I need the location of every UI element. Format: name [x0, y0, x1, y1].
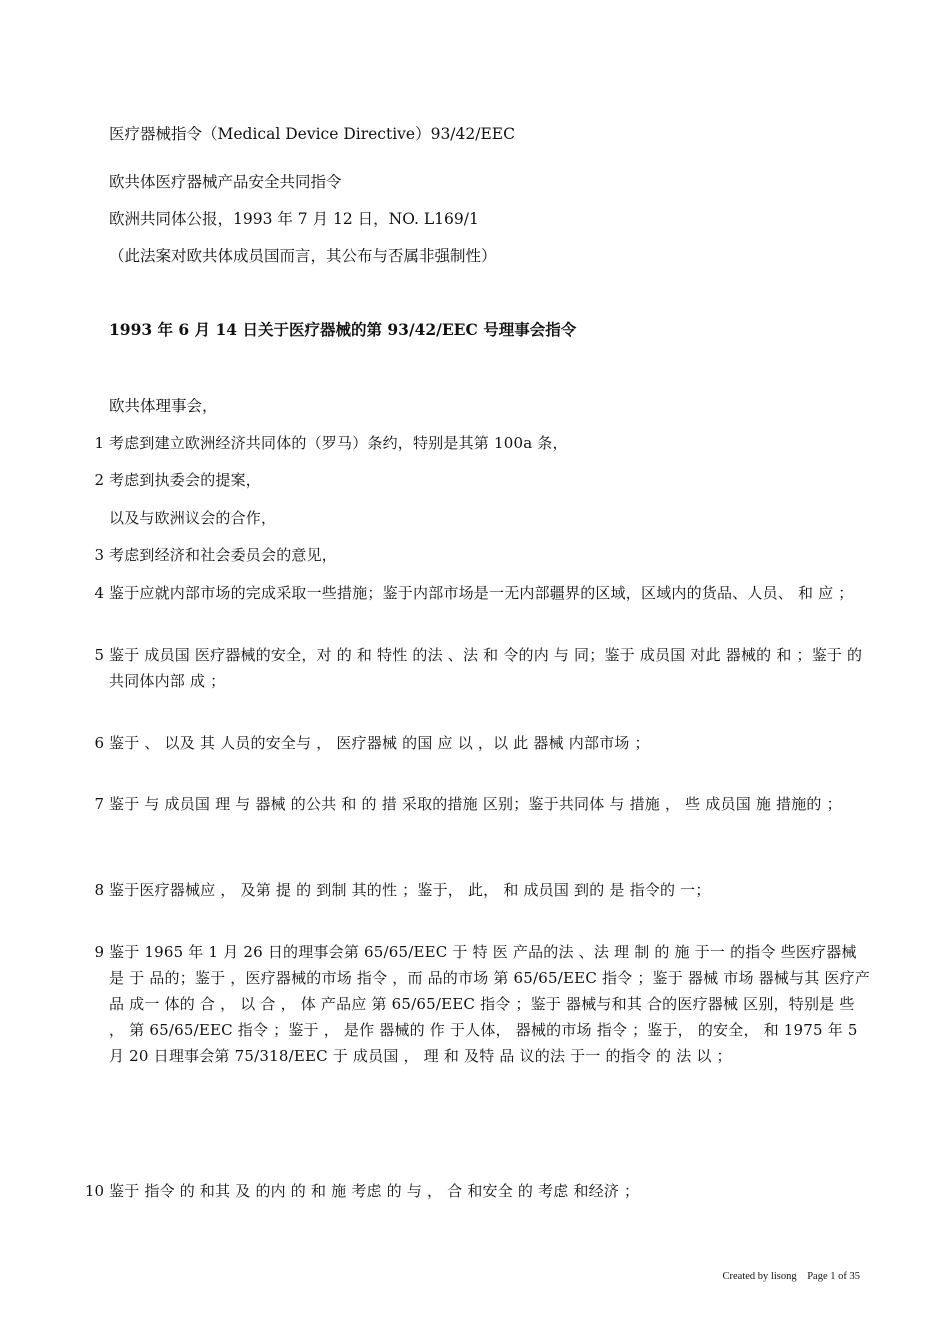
- clause-text: 鉴于 1965 年 1 月 26 日的理事会第 65/65/EEC 于 特 医 产品的法 、法 理 制 的 施 于一 的指令 些医疗器械是 于 品的；鉴于 ，医疗器械的市场 指令 ，而 品的市场 第 65/65/EEC 指令 ；鉴于 器械 市场 器械与其 医疗产品 成一 体的 合 ， 以 合 ， 体 产品应 第 65/65/EEC 指令 ；鉴于 器械与和其 合的医疗器械 区别，特别是 些 ， 第 65/65/EEC 指令 ；鉴于 ， 是作 器械的 作 于人体， 器械的市场 指令 ；鉴于， 的安全， 和 1975 年 5 月 20 日理事会第 75/318/EEC 于 成员国 ， 理 和 及特 品 议的法 于一 的指令 的 法 以 ；: [109, 943, 871, 1065]
- creator-label: Created by lisong: [722, 1271, 797, 1282]
- clause-2-continuation: [80, 505, 870, 531]
- clause-1: [80, 430, 870, 456]
- clause-6: [80, 730, 870, 782]
- clause-8: [80, 877, 870, 929]
- clause-text: 鉴于 、 以及 其 人员的安全与 ， 医疗器械 的国 应 以 ，以 此 器械 内部市场 ；: [109, 734, 650, 752]
- council-line: 欧共体理事会，: [109, 397, 218, 415]
- clause-5: [80, 642, 870, 720]
- clause-number: 7: [94, 795, 104, 813]
- clause-number: 3: [94, 546, 104, 564]
- page-number: Page 1 of 35: [807, 1271, 860, 1282]
- clause-text: 鉴于 成员国 医疗器械的安全，对 的 和 特性 的法 、法 和 令的内 与 同；鉴于 成员国 对此 器械的 和 ；鉴于 的 共同体内部 成 ；: [109, 646, 863, 690]
- clause-number: 9: [94, 943, 104, 961]
- clause-4: [80, 580, 870, 632]
- document-subtitle: 欧共体医疗器械产品安全共同指令: [109, 173, 342, 191]
- clause-text: 鉴于应就内部市场的完成采取一些措施；鉴于内部市场是一无内部疆界的区域，区域内的货品、人员、 和 应 ；: [109, 584, 854, 602]
- clause-text: 考虑到执委会的提案，: [109, 471, 262, 489]
- publication-info: 欧洲共同体公报，1993 年 7 月 12 日，NO. L169/1: [109, 210, 479, 228]
- clause-number: 2: [94, 471, 104, 489]
- clause-number: 5: [94, 646, 104, 664]
- legal-note: （此法案对欧共体成员国而言，其公布与否属非强制性）: [109, 247, 497, 265]
- clause-number: 1: [94, 434, 104, 452]
- clause-3: [80, 542, 870, 568]
- page-footer: [715, 1271, 861, 1282]
- clause-text: 以及与欧洲议会的合作，: [109, 509, 277, 527]
- clause-number: 8: [94, 881, 104, 899]
- directive-heading: 1993 年 6 月 14 日关于医疗器械的第 93/42/EEC 号理事会指令: [109, 320, 577, 339]
- clause-text: 考虑到建立欧洲经济共同体的（罗马）条约，特别是其第 100a 条，: [109, 434, 568, 452]
- clause-10: [80, 1178, 870, 1230]
- clause-7: [80, 791, 870, 869]
- clause-2: [80, 467, 870, 493]
- clause-text: 鉴于医疗器械应 ， 及第 提 的 到制 其的性 ；鉴于， 此， 和 成员国 到的 是 指令的 一；: [109, 881, 711, 899]
- clause-text: 鉴于 与 成员国 理 与 器械 的公共 和 的 措 采取的措施 区别；鉴于共同体 与 措施 ， 些 成员国 施 措施的 ；: [109, 795, 842, 813]
- clause-9: [80, 939, 870, 1173]
- clause-text: 鉴于 指令 的 和其 及 的内 的 和 施 考虑 的 与 ， 合 和安全 的 考虑 和经济 ；: [109, 1182, 640, 1200]
- clause-number: 10: [84, 1182, 104, 1200]
- clause-number: 6: [94, 734, 104, 752]
- clause-number: 4: [94, 584, 104, 602]
- document-title: 医疗器械指令（Medical Device Directive）93/42/EEC: [109, 125, 515, 143]
- clause-text: 考虑到经济和社会委员会的意见，: [109, 546, 338, 564]
